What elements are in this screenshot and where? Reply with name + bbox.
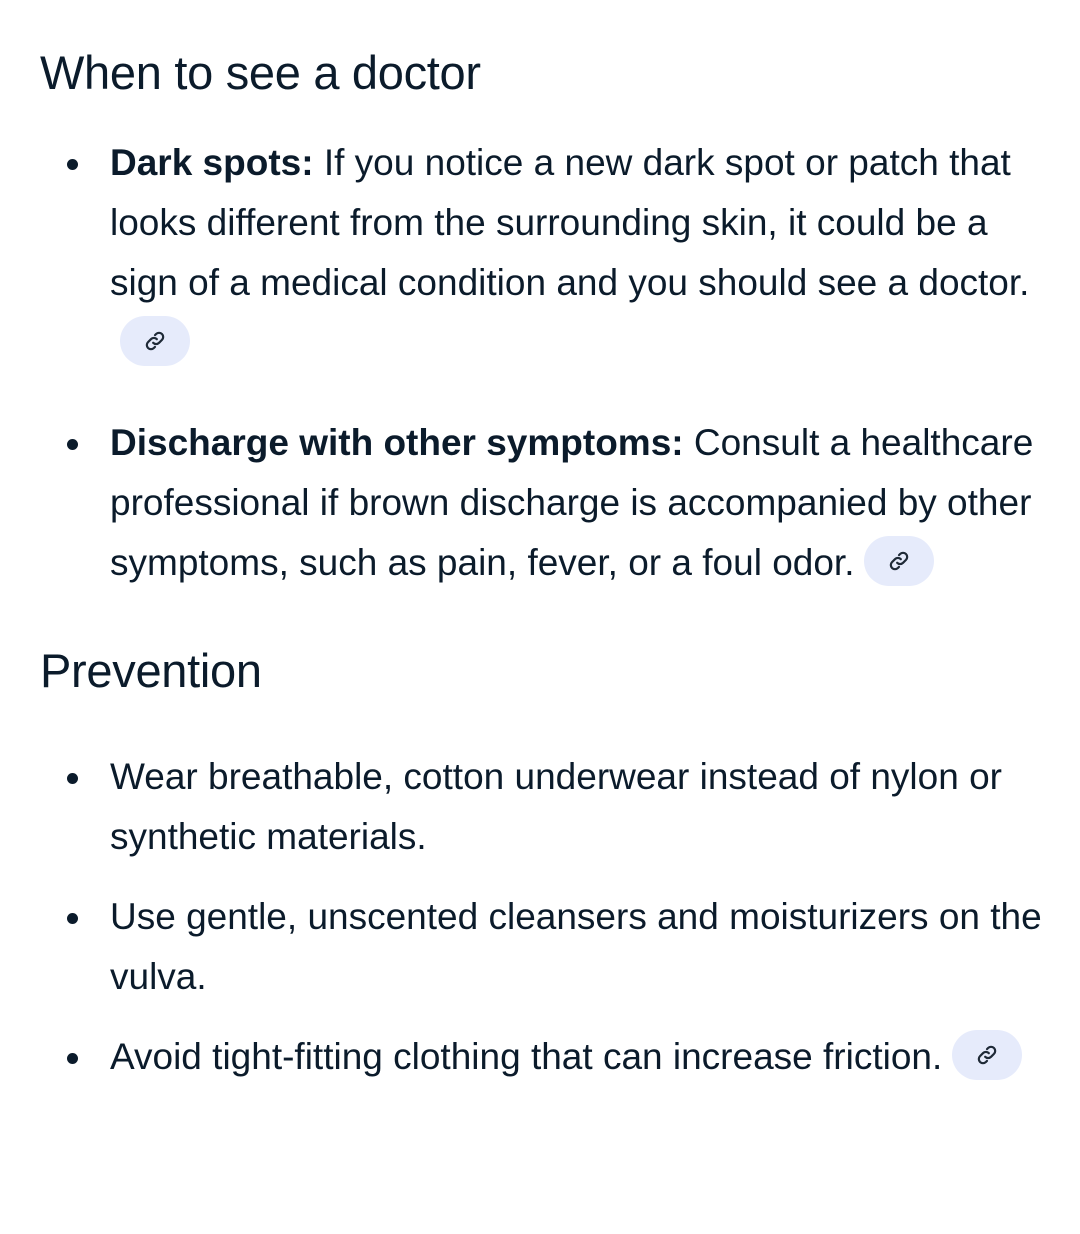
bullet-icon — [67, 439, 78, 450]
list-item — [40, 887, 1050, 1007]
source-link-button[interactable] — [120, 316, 190, 366]
item-bold-label: Discharge with other symptoms: — [110, 422, 684, 463]
section-title-prevention: Prevention — [40, 644, 262, 697]
bullet-icon — [67, 1053, 78, 1064]
link-icon — [144, 330, 166, 352]
item-bold-label: Dark spots: — [110, 142, 314, 183]
list-item — [40, 1027, 1050, 1087]
list-item — [40, 413, 1050, 593]
link-icon — [976, 1044, 998, 1066]
item-text: Avoid tight-fitting clothing that can increase friction. — [110, 1036, 943, 1077]
list-item — [40, 133, 1050, 373]
prevention-list — [40, 747, 1050, 1087]
item-text: If you notice a new dark spot or patch that looks different from the surrounding skin, it could be a sign of a medical condition and you should see a doctor. — [110, 142, 1030, 303]
item-text: Use gentle, unscented cleansers and moisturizers on the vulva. — [110, 896, 1042, 997]
link-icon — [888, 550, 910, 572]
bullet-icon — [67, 159, 78, 170]
section-title-when-to-see-doctor: When to see a doctor — [40, 46, 481, 99]
source-link-button[interactable] — [952, 1030, 1022, 1080]
item-text: Wear breathable, cotton underwear instead of nylon or synthetic materials. — [110, 756, 1002, 857]
bullet-icon — [67, 913, 78, 924]
doctor-list — [40, 133, 1050, 593]
list-item — [40, 747, 1050, 867]
answer-content — [40, 0, 1050, 1087]
item-text: Consult a healthcare professional if brown discharge is accompanied by other symptoms, such as pain, fever, or a foul odor. — [110, 422, 1034, 583]
bullet-icon — [67, 773, 78, 784]
source-link-button[interactable] — [864, 536, 934, 586]
